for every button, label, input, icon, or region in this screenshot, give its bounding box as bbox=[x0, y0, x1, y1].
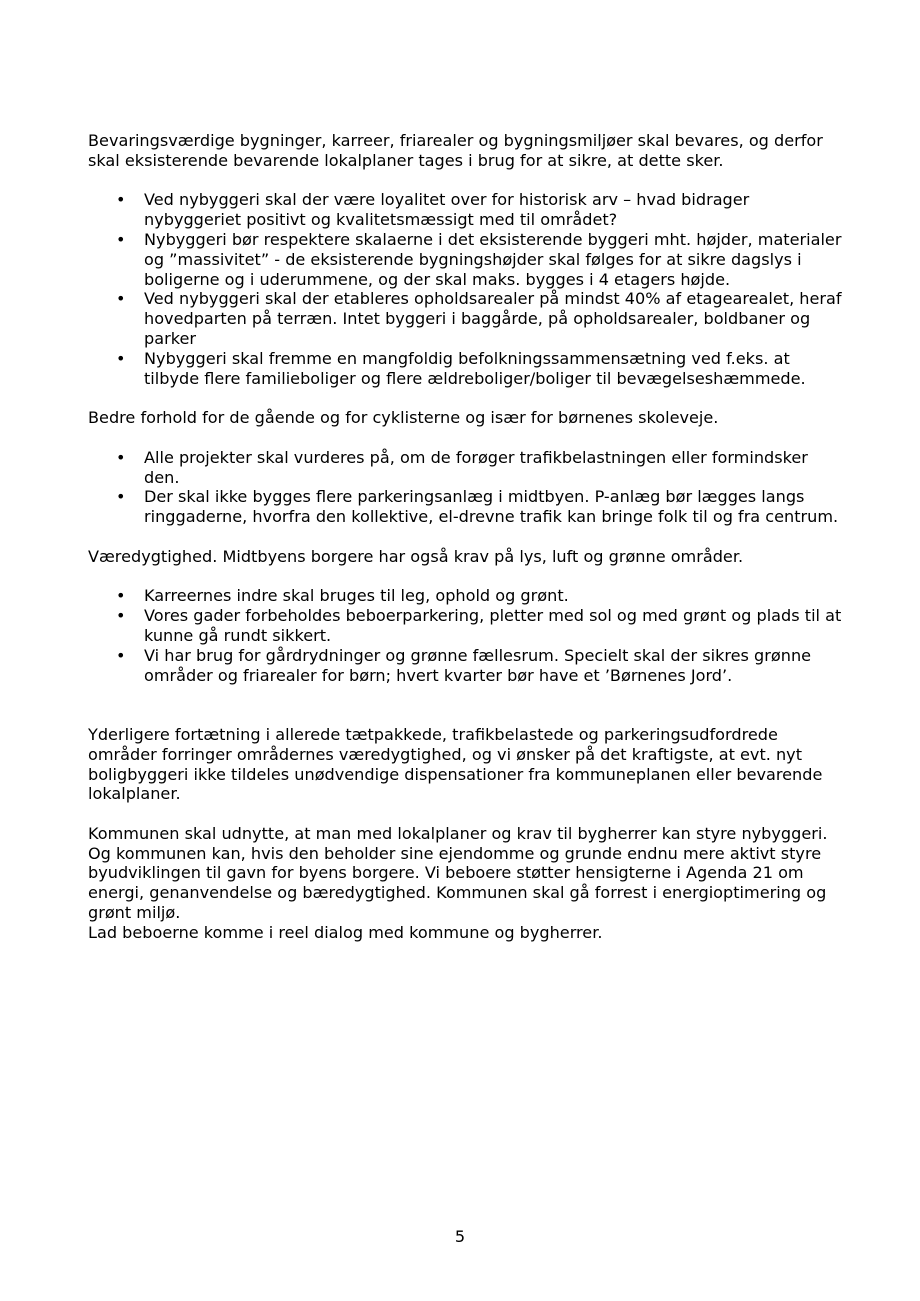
list-item bbox=[88, 230, 848, 289]
list-item bbox=[88, 349, 848, 389]
page-number: 5 bbox=[454, 1227, 466, 1246]
list-item-text: Alle projekter skal vurderes på, om de forøger trafikbelastningen eller formindsker den. bbox=[144, 447, 808, 487]
list-item-text: Nybyggeri skal fremme en mangfoldig befolkningssammensætning ved f.eks. at tilbyde flere familieboliger og flere ældreboliger/boliger til bevægelseshæmmede. bbox=[144, 348, 806, 388]
bullet-list-traffic bbox=[88, 448, 848, 527]
paragraph-municipality: Kommunen skal udnytte, at man med lokalplaner og krav til bygherrer kan styre nybyggeri. Og kommunen kan, hvis den beholder sine ejendomme og grunde endnu mere aktivt styre byudviklingen til gavn for byens borgere. Vi beboere støtter hensigterne i Agenda 21 om energi, genanvendelse og bæredygtighed. Kommunen skal gå forrest i energioptimering og grønt miljø. bbox=[88, 823, 828, 923]
bullet-icon: • bbox=[116, 447, 126, 467]
list-item bbox=[88, 487, 848, 527]
paragraph-preservation: Bevaringsværdige bygninger, karreer, friarealer og bygningsmiljøer skal bevares, og derfor skal eksisterende bevarende lokalplaner tages i brug for at sikre, at dette sker. bbox=[88, 131, 823, 170]
bullet-list-livability bbox=[88, 586, 848, 685]
bullet-icon: • bbox=[116, 348, 126, 368]
list-item-text: Der skal ikke bygges flere parkeringsanlæg i midtbyen. P-anlæg bør lægges langs ringgaderne, hvorfra den kollektive, el-drevne trafik kan bringe folk til og fra centrum. bbox=[144, 487, 839, 527]
paragraph-spacer bbox=[88, 685, 848, 725]
bullet-icon: • bbox=[116, 645, 126, 665]
bullet-icon: • bbox=[116, 487, 126, 507]
bullet-icon: • bbox=[116, 586, 126, 606]
paragraph-livability: Væredygtighed. Midtbyens borgere har også krav på lys, luft og grønne områder. bbox=[88, 546, 744, 566]
list-item-text: Ved nybyggeri skal der etableres opholdsarealer på mindst 40% af etagearealet, heraf hovedparten på terræn. Intet byggeri i baggårde, på opholdsarealer, boldbaner og parker bbox=[144, 289, 842, 348]
list-item bbox=[88, 606, 848, 646]
bullet-icon: • bbox=[116, 606, 126, 626]
bullet-icon: • bbox=[116, 229, 126, 249]
paragraph-densification: Yderligere fortætning i allerede tætpakkede, trafikbelastede og parkeringsudfordrede områder forringer områdernes væredygtighed, og vi ønsker på det kraftigste, at evt. nyt boligbyggeri ikke tildeles unødvendige dispensationer fra kommuneplanen eller bevarende lokalplaner. bbox=[88, 724, 823, 804]
list-item bbox=[88, 289, 848, 348]
list-item-text: Vi har brug for gårdrydninger og grønne fællesrum. Specielt skal der sikres grønne områder og friarealer for børn; hvert kvarter bør have et ’Børnenes Jord’. bbox=[144, 645, 812, 685]
paragraph-spacer bbox=[88, 388, 848, 408]
list-item-text: Vores gader forbeholdes beboerparkering, pletter med sol og med grønt og plads til at kunne gå rundt sikkert. bbox=[144, 606, 842, 645]
paragraph-spacer bbox=[88, 804, 848, 824]
list-item bbox=[88, 190, 848, 230]
bullet-list-building bbox=[88, 190, 848, 388]
list-item bbox=[88, 646, 848, 686]
bullet-icon: • bbox=[116, 190, 126, 210]
paragraph-spacer bbox=[88, 527, 848, 547]
paragraph-spacer bbox=[88, 428, 848, 448]
list-item-text: Ved nybyggeri skal der være loyalitet over for historisk arv – hvad bidrager nybyggeriet positivt og kvalitetsmæssigt med til området? bbox=[144, 190, 750, 230]
list-item-text: Karreernes indre skal bruges til leg, ophold og grønt. bbox=[144, 586, 569, 606]
list-item bbox=[88, 448, 848, 488]
paragraph-spacer bbox=[88, 567, 848, 587]
paragraph-traffic: Bedre forhold for de gående og for cyklisterne og især for børnenes skoleveje. bbox=[88, 408, 719, 428]
paragraph-dialogue: Lad beboerne komme i reel dialog med kommune og bygherrer. bbox=[88, 922, 603, 942]
paragraph-spacer bbox=[88, 171, 848, 191]
list-item-text: Nybyggeri bør respektere skalaerne i det eksisterende byggeri mht. højder, materialer og ”massivitet” - de eksisterende bygningshøjder skal følges for at sikre dagslys i boligerne og i uderummene, og der skal maks. bygges i 4 etagers højde. bbox=[144, 229, 842, 289]
list-item bbox=[88, 586, 848, 606]
bullet-icon: • bbox=[116, 289, 126, 309]
document-body bbox=[88, 131, 848, 943]
